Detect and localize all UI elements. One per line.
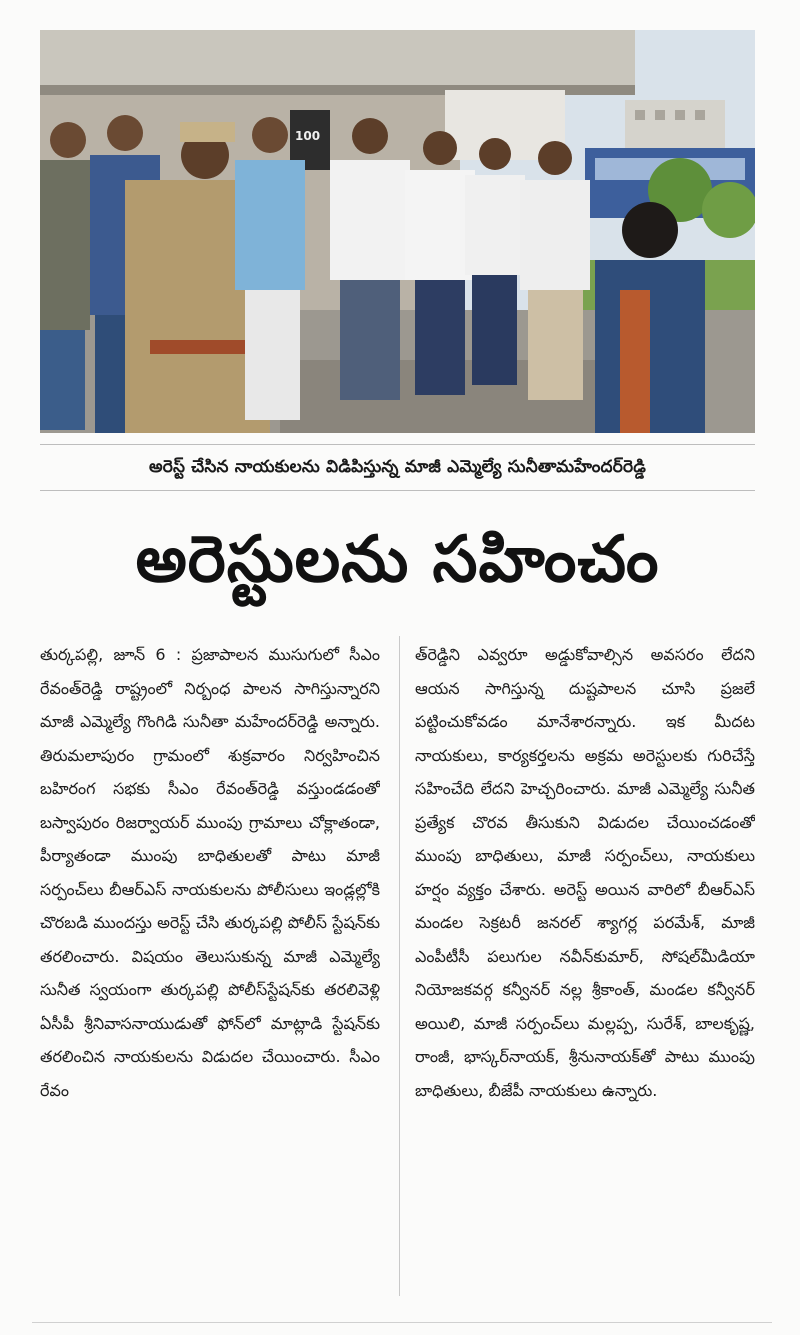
bottom-rule xyxy=(32,1322,772,1323)
news-photo xyxy=(40,30,755,433)
photo-caption: అరెస్ట్ చేసిన నాయకులను విడిపిస్తున్న మాజీ ఎమ్మెల్యే సునీతామహేందర్‌రెడ్డి xyxy=(148,457,647,477)
caption-bottom-rule xyxy=(40,490,755,491)
article-column-right: త్‌రెడ్డిని ఎవ్వరూ అడ్డుకోవాల్సిన అవసరం లేదని ఆయన సాగిస్తున్న దుష్టపాలన చూసి ప్రజలే పట్టించుకోవడం మానేశారన్నారు. ఇక మీదట నాయకులు, కార్యకర్తలను అక్రమ అరెస్టులకు గురిచేస్తే సహించేది లేదని హెచ్చరించారు. మాజీ ఎమ్మెల్యే సునీత ప్రత్యేక చొరవ తీసుకుని విడుదల చేయించడంతో ముంపు బాధితులు, మాజీ సర్పంచ్‌లు, నాయకులు హర్షం వ్యక్తం చేశారు. అరెస్ట్ అయిన వారిలో బీఆర్‌ఎస్ మండల సెక్రటరీ జనరల్ శ్యాగర్ల పరమేశ్, మాజీ ఎంపీటీసీ పలుగుల నవీన్‌కుమార్, సోషల్‌మీడియా నియోజకవర్గ కన్వీనర్ నల్ల శ్రీకాంత్, మండల కన్వీనర్ అయిలి, మాజీ సర్పంచ్‌లు మల్లప్ప, సురేశ్, బాలకృష్ణ, రాంజీ, భాస్కర్‌నాయక్, శ్రీనునాయక్‌తో పాటు ముంపు బాధితులు, బీజేపీ నాయకులు ఉన్నారు. xyxy=(415,645,755,1100)
headline: అరెస్టులను సహించం xyxy=(135,523,660,597)
sign-text: 100 xyxy=(295,129,321,143)
article-column-left: తుర్కపల్లి, జూన్ 6 : ప్రజాపాలన ముసుగులో సీఎం రేవంత్‌రెడ్డి రాష్ట్రంలో నిర్బంధ పాలన సాగిస్తున్నారని మాజీ ఎమ్మెల్యే గొంగిడి సునీతా మహేందర్‌రెడ్డి అన్నారు. తిరుమలాపురం గ్రామంలో శుక్రవారం నిర్వహించిన బహిరంగ సభకు సీఎం రేవంత్‌రెడ్డి వస్తుండడంతో బస్వాపురం రిజర్వాయర్ ముంపు గ్రామాలు చోక్లాతండా, పీర్యాతండా ముంపు బాధితులతో పాటు మాజీ సర్పంచ్‌లు బీఆర్‌ఎస్ నాయకులను పోలీసులు ఇండ్లల్లోకి చొరబడి ముందస్తు అరెస్ట్ చేసి తుర్కపల్లి పోలీస్ స్టేషన్‌కు తరలించారు. విషయం తెలుసుకున్న మాజీ ఎమ్మెల్యే సునీత స్వయంగా తుర్కపల్లి పోలీస్‌స్టేషన్‌కు తరలివెళ్లి ఏసీపీ శ్రీనివాసనాయుడుతో ఫోన్‌లో మాట్లాడి స్టేషన్‌కు తరలించిన నాయకులను విడుదల చేయించారు. సీఎం రేవం xyxy=(40,645,380,1100)
column-divider xyxy=(399,636,400,1296)
caption-top-rule xyxy=(40,444,755,445)
